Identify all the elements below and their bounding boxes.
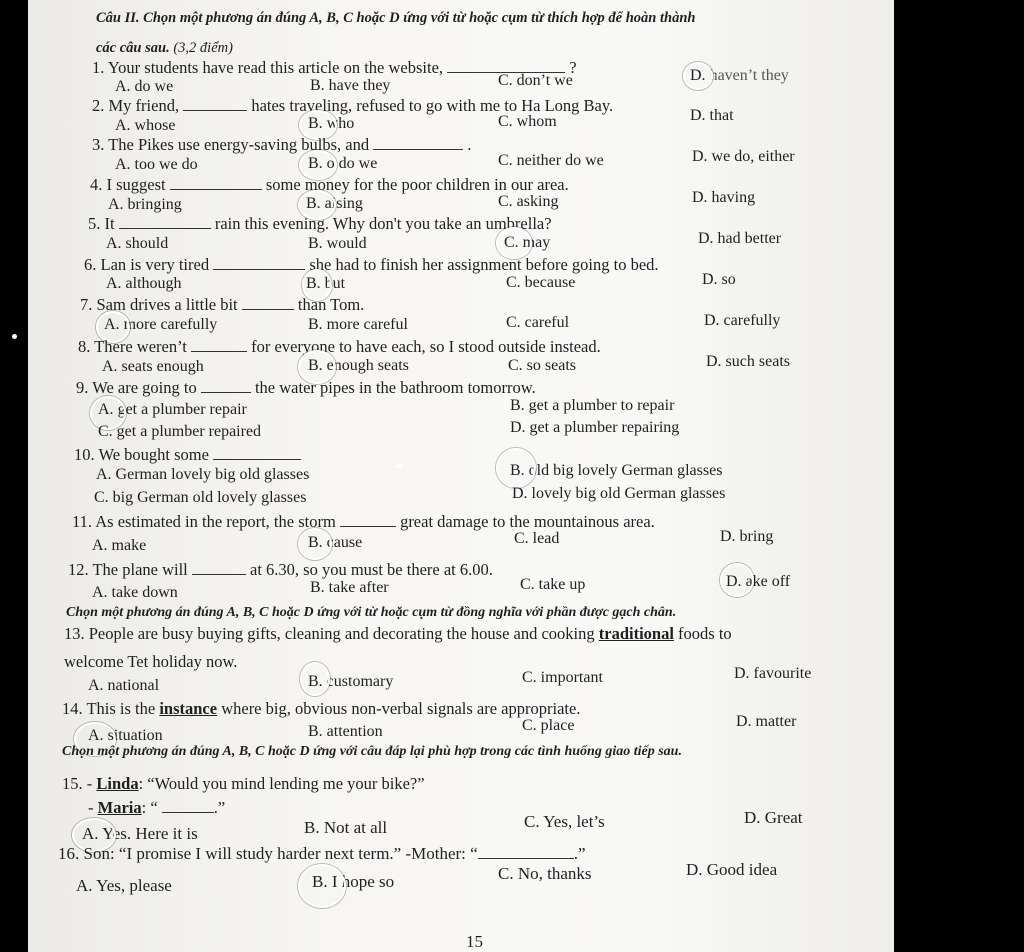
q14-option-d: D. matter <box>736 713 797 730</box>
q1-option-d-text: haven’t they <box>709 67 789 84</box>
q10-option-b-text: old big lovely German glasses <box>528 462 723 479</box>
q5-stem-end: rain this evening. Why don't you take an umbrella? <box>214 214 552 233</box>
q4-option-a: A. bringing <box>108 196 182 213</box>
section-3-instruction: Chọn một phương án đúng A, B, C hoặc D ứng với câu đáp lại phù hợp trong các tình huống giao tiếp sau. <box>62 744 682 759</box>
q11-option-a: A. make <box>92 537 147 554</box>
q14-stem-end: where big, obvious non-verbal signals are appropriate. <box>221 699 581 718</box>
q16-stem-end: .” <box>573 844 586 863</box>
q15-number: 15. - <box>62 774 97 793</box>
q7-option-a-letter: A. <box>104 316 120 333</box>
q6-option-d: D. so <box>702 271 736 288</box>
q9-option-d: D. get a plumber repairing <box>510 419 680 436</box>
q14-option-c: C. place <box>522 717 575 734</box>
q15-option-a-letter: A. <box>82 824 99 843</box>
q16-option-b-text: I hope so <box>331 872 395 891</box>
q9-option-c: C. get a plumber repaired <box>98 423 262 440</box>
q3-option-b-text: o do we <box>326 155 378 172</box>
q1-stem-end: ? <box>569 58 577 77</box>
q5-option-c-letter: C. <box>504 234 519 251</box>
q2-option-d: D. that <box>690 107 734 124</box>
q6-stem-text: 6. Lan is very tired <box>84 255 210 274</box>
q16-option-c: C. No, thanks <box>498 864 592 883</box>
q15-quote-close: .” <box>213 798 226 817</box>
q5-option-a: A. should <box>106 235 169 252</box>
answer-blank <box>340 512 396 527</box>
q9-stem-end: the water pipes in the bathroom tomorrow. <box>254 378 536 397</box>
q10-option-b <box>510 461 722 481</box>
answer-blank <box>191 337 247 352</box>
answer-circle-mark <box>683 62 713 90</box>
q11-option-c: C. lead <box>514 530 560 547</box>
q7-option-d: D. carefully <box>704 312 781 329</box>
q15-speaker-maria: Maria <box>97 798 142 817</box>
q1-option-c: C. don’t we <box>498 72 573 89</box>
q13-option-d: D. favourite <box>734 665 812 682</box>
q13-underlined-word: traditional <box>598 624 674 643</box>
q14-option-b: B. attention <box>308 723 383 740</box>
question-10-stem <box>74 445 301 465</box>
q7-option-c: C. careful <box>506 314 570 331</box>
answer-blank <box>183 96 247 111</box>
question-15-dialogue <box>62 774 425 794</box>
q4-stem-end: some money for the poor children in our area. <box>265 175 569 194</box>
stray-dot-mark <box>396 464 402 468</box>
q4-option-b-letter: B. <box>306 195 321 212</box>
q14-stem-text: 14. This is the <box>62 699 156 718</box>
q14-underlined-word: instance <box>159 699 218 718</box>
section-2-instruction: Chọn một phương án đúng A, B, C hoặc D ứng với từ hoặc cụm từ đồng nghĩa với phần được gạch chân. <box>66 605 677 620</box>
q3-option-b-letter: B. <box>308 155 323 172</box>
q6-option-b-letter: B. <box>306 275 321 292</box>
q10-option-a: A. German lovely big old glasses <box>96 466 310 483</box>
q13-stem-text: 13. People are busy buying gifts, cleaning and decorating the house and cooking <box>64 624 595 643</box>
q11-stem-text: 11. As estimated in the report, the storm <box>72 512 336 531</box>
q16-option-b-letter: B. <box>312 872 328 891</box>
q4-option-d: D. having <box>692 189 756 206</box>
section-header-text: Câu II. Chọn một phương án đúng A, B, C hoặc D ứng với từ hoặc cụm từ thích hợp để hoàn thành <box>96 10 696 26</box>
q13-option-b-letter: B. <box>308 673 323 690</box>
section-header-cont <box>96 38 233 58</box>
q16-option-d: D. Good idea <box>686 860 778 879</box>
answer-blank <box>478 844 574 859</box>
question-8-stem <box>78 337 601 357</box>
q7-option-a-text: more carefully <box>123 316 218 333</box>
q1-option-a: A. do we <box>115 78 174 95</box>
q3-stem-end: . <box>467 135 472 154</box>
section-header-cont-text: các câu sau. <box>96 40 170 56</box>
question-14-stem <box>62 699 580 719</box>
q8-option-b-text: enough seats <box>326 357 409 374</box>
q15-speaker-linda: Linda <box>96 774 139 793</box>
q12-stem-text: 12. The plane will <box>68 560 188 579</box>
q2-stem-text: 2. My friend, <box>92 96 180 115</box>
q4-option-c: C. asking <box>498 193 559 210</box>
q5-option-d: D. had better <box>698 230 782 247</box>
q7-stem-text: 7. Sam drives a little bit <box>80 295 238 314</box>
section-points: (3,2 điểm) <box>173 40 233 56</box>
q15-option-b: B. Not at all <box>304 818 388 837</box>
q2-option-c: C. whom <box>498 113 557 130</box>
q2-option-b-text: who <box>326 115 355 132</box>
answer-blank <box>192 560 246 575</box>
q10-stem-text: 10. We bought some <box>74 445 209 464</box>
answer-circle-mark <box>298 528 332 560</box>
q2-stem-end: hates traveling, refused to go with me to Ha Long Bay. <box>251 96 614 115</box>
q5-stem-text: 5. It <box>88 214 115 233</box>
q9-option-a-letter: A. <box>98 401 114 418</box>
page-number: 15 <box>466 932 483 951</box>
q3-option-c: C. neither do we <box>498 152 604 169</box>
q12-option-d-text: ake off <box>745 573 791 590</box>
q1-stem-text: 1. Your students have read this article on the website, <box>92 58 444 77</box>
question-13-stem-cont: welcome Tet holiday now. <box>64 652 238 671</box>
question-16-dialogue <box>58 844 586 864</box>
q6-option-c: C. because <box>506 274 576 291</box>
answer-blank <box>373 135 463 150</box>
answer-circle-mark <box>496 448 536 488</box>
q15-option-a-text: Yes. Here it is <box>102 824 198 843</box>
q14-option-a-letter: A. <box>88 727 104 744</box>
answer-blank <box>170 175 262 190</box>
q8-option-b-letter: B. <box>308 357 323 374</box>
q13-stem-end: foods to <box>678 624 732 643</box>
answer-circle-mark <box>300 662 330 696</box>
q16-option-a: A. Yes, please <box>76 876 172 895</box>
q11-option-b-text: cause <box>326 534 363 551</box>
q2-option-a: A. whose <box>115 117 176 134</box>
question-9-stem <box>76 378 536 398</box>
question-3-stem <box>92 135 471 155</box>
question-4-stem <box>90 175 569 195</box>
q12-option-a: A. take down <box>92 584 178 601</box>
q12-option-d-letter: D. <box>726 573 742 590</box>
answer-blank <box>119 214 211 229</box>
question-15-response: - Maria: “ .” <box>88 798 226 817</box>
q9-option-b: B. get a plumber to repair <box>510 397 675 414</box>
q3-option-a: A. too we do <box>115 156 198 173</box>
answer-blank <box>201 378 251 393</box>
q12-option-b: B. take after <box>310 579 389 596</box>
q5-option-b: B. would <box>308 235 367 252</box>
q6-stem-end: she had to finish her assignment before going to bed. <box>309 255 659 274</box>
answer-blank <box>213 445 301 460</box>
q2-option-b-letter: B. <box>308 115 323 132</box>
q16-stem-text: 16. Son: “I promise I will study harder next term.” -Mother: “ <box>58 844 478 863</box>
q15-line-linda: : “Would you mind lending me your bike?” <box>138 774 425 793</box>
q15-quote-open: : “ <box>141 798 158 817</box>
q7-option-b: B. more careful <box>308 316 408 333</box>
q13-option-a: A. national <box>88 677 160 694</box>
q1-option-d-letter: D. <box>690 67 706 84</box>
answer-circle-mark <box>298 864 346 908</box>
q8-stem-text: 8. There weren’t <box>78 337 187 356</box>
q10-option-b-letter: B. <box>510 462 525 479</box>
answer-blank <box>162 798 214 813</box>
q11-option-b-letter: B. <box>308 534 323 551</box>
q8-option-d: D. such seats <box>706 353 790 370</box>
stray-dot-mark <box>12 334 17 339</box>
q9-option-a-text: get a plumber repair <box>117 401 247 418</box>
question-5-stem <box>88 214 552 234</box>
q10-option-d: D. lovely big old German glasses <box>512 485 726 502</box>
section-header <box>96 8 695 28</box>
q4-stem-text: 4. I suggest <box>90 175 166 194</box>
q1-option-b: B. have they <box>310 77 391 94</box>
answer-circle-mark <box>720 563 754 597</box>
q4-option-b-text: aising <box>324 195 363 212</box>
answer-blank <box>242 295 294 310</box>
q10-option-c: C. big German old lovely glasses <box>94 489 307 506</box>
q6-option-b-text: but <box>324 275 346 292</box>
q13-option-c: C. important <box>522 669 603 686</box>
q6-option-a: A. although <box>106 275 182 292</box>
question-13-stem <box>64 624 732 644</box>
q3-stem-text: 3. The Pikes use energy-saving bulbs, and <box>92 135 370 154</box>
answer-blank <box>213 255 305 270</box>
q8-stem-end: for everyone to have each, so I stood outside instead. <box>251 337 601 356</box>
q13-option-b-text: customary <box>326 673 394 690</box>
question-6-stem <box>84 255 659 275</box>
q11-stem-end: great damage to the mountainous area. <box>400 512 655 531</box>
question-7-stem <box>80 295 364 315</box>
q11-option-d: D. bring <box>720 528 774 545</box>
q8-option-c: C. so seats <box>508 357 576 374</box>
q15-option-c: C. Yes, let’s <box>524 812 605 831</box>
question-12-stem <box>68 560 493 580</box>
q15-option-d: D. Great <box>744 808 803 827</box>
q3-option-d: D. we do, either <box>692 148 795 165</box>
q8-option-a: A. seats enough <box>102 358 204 375</box>
q12-stem-end: at 6.30, so you must be there at 6.00. <box>250 560 493 579</box>
q7-stem-end: than Tom. <box>297 295 365 314</box>
q12-option-c: C. take up <box>520 576 586 593</box>
question-11-stem <box>72 512 655 532</box>
q14-option-a-text: situation <box>107 727 163 744</box>
q9-stem-text: 9. We are going to <box>76 378 197 397</box>
q5-option-c-text: may <box>522 234 551 251</box>
